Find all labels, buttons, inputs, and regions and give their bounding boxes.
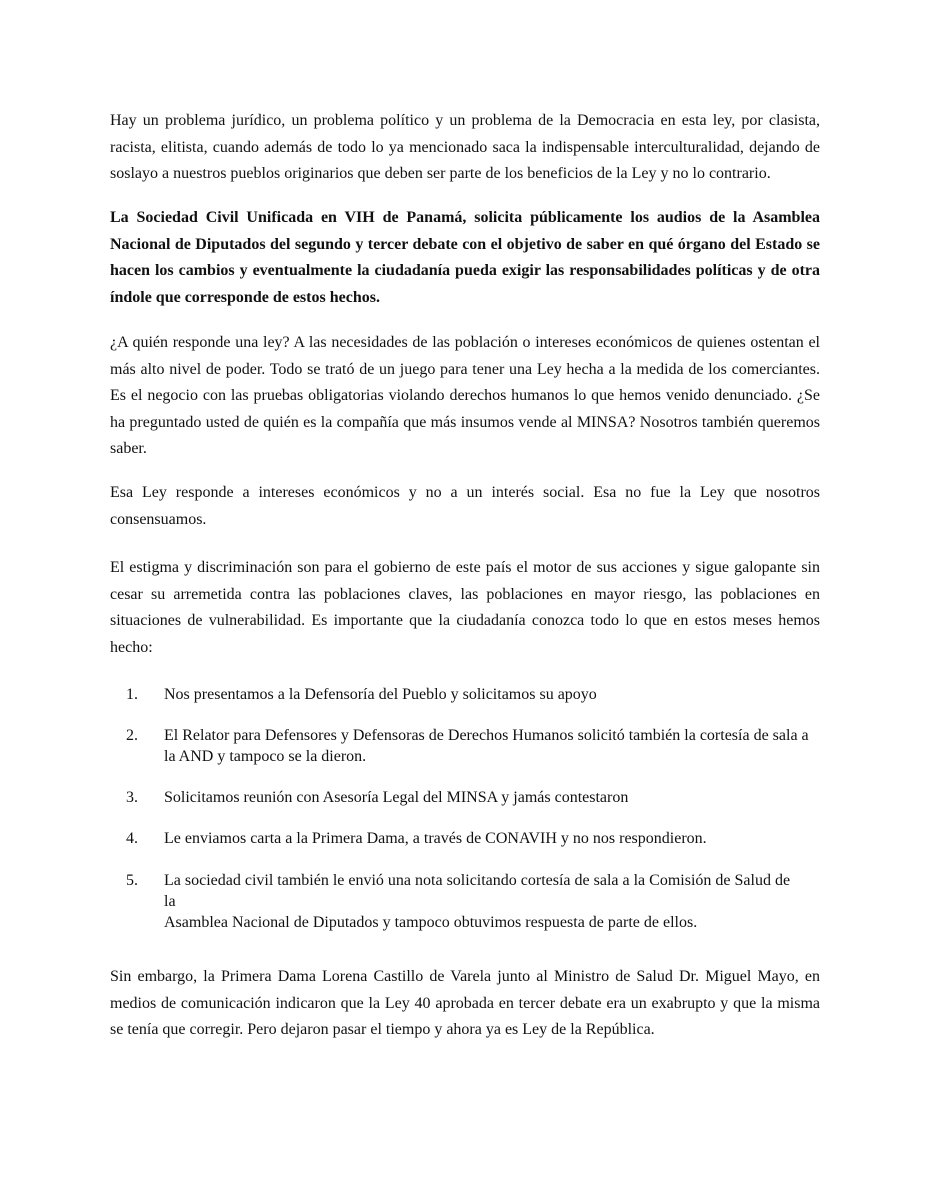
paragraph-estigma: El estigma y discriminación son para el gobierno de este país el motor de sus acciones y sigue galopante sin cesar su arremetida contra las poblaciones claves, las poblaciones en mayor riesgo, las poblaciones en situaciones de vulnerabilidad. Es importante que la ciudadanía conozca todo lo que en estos meses hemos hecho: [110, 559, 820, 656]
list-item-text-line: La sociedad civil también le envió una nota solicitando cortesía de sala a la Comisión de Salud de [164, 872, 791, 889]
paragraph-solicitud-audios: La Sociedad Civil Unificada en VIH de Panamá, solicita públicamente los audios de la Asamblea Nacional de Diputados del segundo y tercer debate con el objetivo de saber en qué órgano del Estado se hacen los cambios y eventualmente la ciudadanía pueda exigir las responsabilidades políticas y de otra índole que corresponde de estos hechos. [110, 209, 820, 306]
paragraph-problema: Hay un problema jurídico, un problema político y un problema de la Democracia en esta ley, por clasista, racista, elitista, cuando además de todo lo ya mencionado saca la indispensable interculturalidad, dejando de soslayo a nuestros pueblos originarios que deben ser parte de los beneficios de la Ley y no lo contrario. [110, 112, 820, 182]
list-item-number: 5. [126, 872, 138, 889]
list-item-text-line: Asamblea Nacional de Diputados y tampoco obtuvimos respuesta de parte de ellos. [164, 914, 698, 931]
paragraph-sin-embargo: Sin embargo, la Primera Dama Lorena Castillo de Varela junto al Ministro de Salud Dr. Miguel Mayo, en medios de comunicación indicaron que la Ley 40 aprobada en tercer debate era un exabrupto y que la misma se tenía que corregir. Pero dejaron pasar el tiempo y ahora ya es Ley de la República. [110, 968, 820, 1038]
list-item-number: 3. [126, 789, 138, 806]
list-item-text: El Relator para Defensores y Defensoras de Derechos Humanos solicitó también la cortesía de sala a la AND y tampoco se la dieron. [164, 727, 809, 765]
list-item-text-line: la [164, 893, 176, 910]
paragraph-intereses-economicos: Esa Ley responde a intereses económicos y no a un interés social. Esa no fue la Ley que nosotros consensuamos. [110, 484, 820, 528]
list-item-text: Solicitamos reunión con Asesoría Legal del MINSA y jamás contestaron [164, 789, 629, 806]
list-item-text: Le enviamos carta a la Primera Dama, a través de CONAVIH y no nos respondieron. [164, 830, 707, 847]
list-item-number: 2. [126, 727, 138, 744]
list-item-text [164, 870, 820, 933]
list-item-text: Nos presentamos a la Defensoría del Pueblo y solicitamos su apoyo [164, 686, 597, 703]
paragraph-a-quien-responde: ¿A quién responde una ley? A las necesidades de las población o intereses económicos de quienes ostentan el más alto nivel de poder. Todo se trató de un juego para tener una Ley hecha a la medida de los comerciantes. Es el negocio con las pruebas obligatorias violando derechos humanos lo que hemos venido denunciado. ¿Se ha preguntado usted de quién es la compañía que más insumos vende al MINSA? Nosotros también queremos saber. [110, 334, 820, 457]
list-item-number: 1. [126, 686, 138, 703]
list-item-number: 4. [126, 830, 138, 847]
